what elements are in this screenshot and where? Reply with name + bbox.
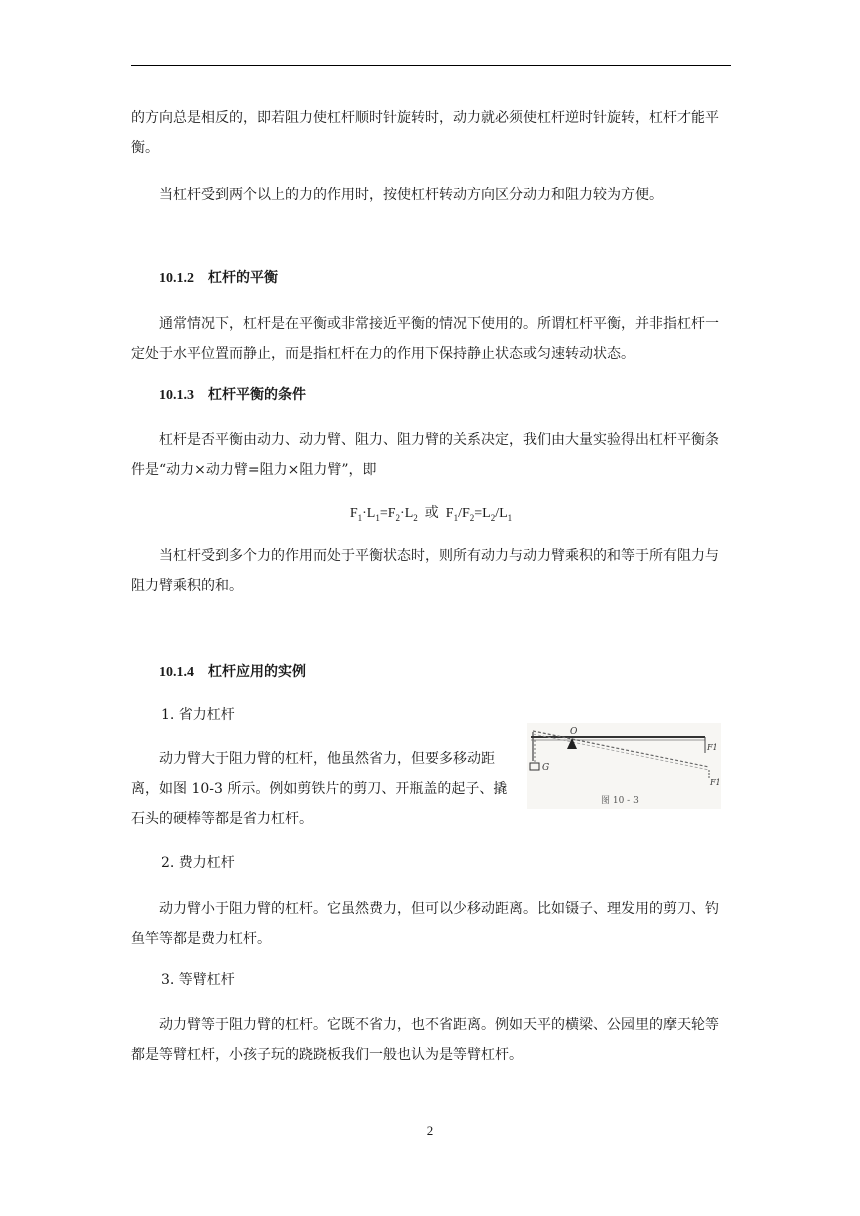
list-item-label-3: 3. 等臂杠杆 <box>161 972 235 988</box>
label-g: G <box>542 763 550 773</box>
paragraph-1: 的方向总是相反的，即若阻力使杠杆顺时针旋转时，动力就必须使杠杆逆时针旋转，杠杆才能平衡。 <box>131 110 719 156</box>
heading-number: 10.1.3 <box>159 388 194 403</box>
heading-title: 杠杆应用的实例 <box>208 664 306 680</box>
section-heading-10-1-4 <box>159 662 306 683</box>
lever-diagram <box>527 723 721 809</box>
paragraph-8: 动力臂等于阻力臂的杠杆。它既不省力，也不省距离。例如天平的横梁、公园里的摩天轮等都是等臂杠杆，小孩子玩的跷跷板我们一般也认为是等臂杠杆。 <box>131 1017 719 1063</box>
paragraph-5: 当杠杆受到多个力的作用而处于平衡状态时，则所有动力与动力臂乘积的和等于所有阻力与阻力臂乘积的和。 <box>131 548 719 594</box>
section-heading-10-1-3 <box>159 385 306 406</box>
formula-connector: 或 <box>424 506 439 521</box>
balance-formula: $F_1\cdot L_1=F_2\cdot L_2$ 或 $F_1/F_2=L_2/L_1$ <box>349 506 513 523</box>
list-item-label-2: 2. 费力杠杆 <box>161 855 235 871</box>
paragraph-6: 动力臂大于阻力臂的杠杆，他虽然省力，但要多移动距离，如图 10-3 所示。例如剪铁片的剪刀、开瓶盖的起子、撬石头的硬棒等都是省力杠杆。 <box>131 751 508 827</box>
section-heading-10-1-2 <box>159 268 278 289</box>
heading-number: 10.1.2 <box>159 271 194 286</box>
heading-title: 杠杆平衡的条件 <box>208 387 306 403</box>
heading-title: 杠杆的平衡 <box>208 270 278 286</box>
paragraph-4: 杠杆是否平衡由动力、动力臂、阻力、阻力臂的关系决定，我们由大量实验得出杠杆平衡条件是“动力×动力臂=阻力×阻力臂”，即 <box>131 432 719 478</box>
paragraph-7: 动力臂小于阻力臂的杠杆。它虽然费力，但可以少移动距离。比如镊子、理发用的剪刀、钓鱼竿等都是费力杠杆。 <box>131 901 719 947</box>
label-f1: F1 <box>707 743 718 752</box>
heading-number: 10.1.4 <box>159 665 194 680</box>
figure-caption: 图 10 - 3 <box>601 796 639 806</box>
page-number: 2 <box>426 1123 434 1138</box>
figure-10-3 <box>527 723 721 809</box>
paragraph-2: 当杠杆受到两个以上的力的作用时，按使杠杆转动方向区分动力和阻力较为方便。 <box>159 187 663 203</box>
list-item-label-1: 1. 省力杠杆 <box>161 707 235 723</box>
label-o: O <box>570 727 578 737</box>
label-f1-lower: F1 <box>710 778 721 787</box>
header-rule <box>131 65 731 66</box>
paragraph-3: 通常情况下，杠杆是在平衡或非常接近平衡的情况下使用的。所谓杠杆平衡，并非指杠杆一定处于水平位置而静止，而是指杠杆在力的作用下保持静止状态或匀速转动状态。 <box>131 316 719 362</box>
